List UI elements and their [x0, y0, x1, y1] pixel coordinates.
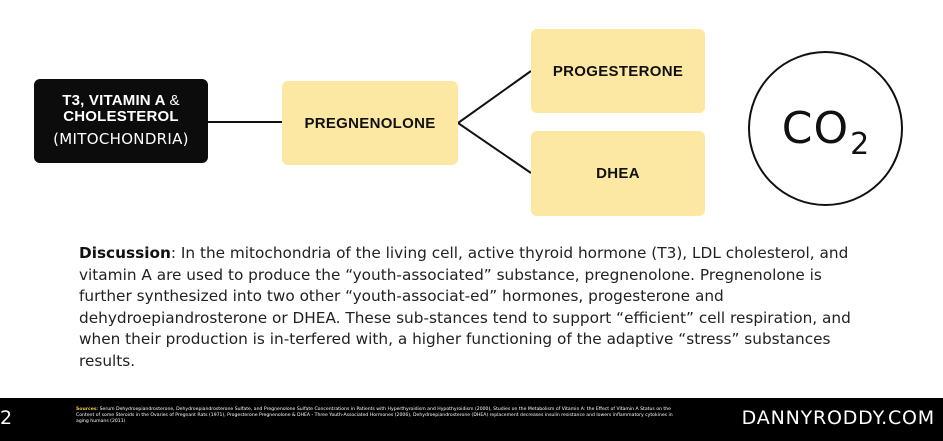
- source-line2: CHOLESTEROL: [63, 108, 179, 125]
- source-box: [34, 79, 208, 163]
- brand-url: DANNYRODDY.COM: [741, 407, 935, 429]
- sources-label: Sources: [76, 407, 97, 412]
- source-line1: [62, 93, 179, 109]
- pregnenolone-box: PREGNENOLONE: [282, 81, 458, 165]
- source-line3: (MITOCHONDRIA): [53, 130, 189, 148]
- dhea-box: DHEA: [531, 131, 705, 216]
- footer-bar: [0, 398, 943, 441]
- branch-lines: [458, 71, 531, 173]
- progesterone-box: PROGESTERONE: [531, 29, 705, 113]
- discussion-body: : In the mitochondria of the living cell, active thyroid hormone (T3), LDL cholesterol, and vitamin A are used to produce the “youth-associated” substance, pregnenolone. Pregnenolone is further synthesized into two other “youth-associat-ed” hormones, progesterone and dehydroepiandrosterone or DHEA. These sub-stances tend to support “efficient” cell respiration, and when their production is in-terfered with, a higher functioning of the adaptive “stress” substances results.: [79, 244, 851, 370]
- source-ampersand: &: [169, 92, 180, 109]
- co2-circle: [748, 51, 903, 206]
- co2-label: CO: [781, 103, 850, 154]
- co2-subscript: 2: [850, 127, 870, 162]
- discussion-paragraph: [79, 243, 864, 372]
- sources-text: [76, 407, 684, 425]
- discussion-lead: Discussion: [79, 244, 171, 262]
- source-line1-text: T3, VITAMIN A: [62, 92, 166, 109]
- sources-body: : Serum Dehydroepiandrosterone, Dehydroepiandrosterone Sulfate, and Pregnenolone Sulfate Concentrations in Patients with Hyperthyroidism and Hypothyroidism (2000), Studies on the Metabolism of Vitamin A: the Effect of Vitamin A Status on the Content of some Steroids in the Ovaries of Pregnant Rats (1971), Progesterone Pregnenolone & DHEA - Three Youth-Associated Hormones (2006), Dehydroepiandrosterone (DHEA) replacement decreases insulin resistance and lowers inflammatory cytokines in aging humans (2011): [76, 407, 673, 424]
- slide-number: 2: [0, 407, 13, 429]
